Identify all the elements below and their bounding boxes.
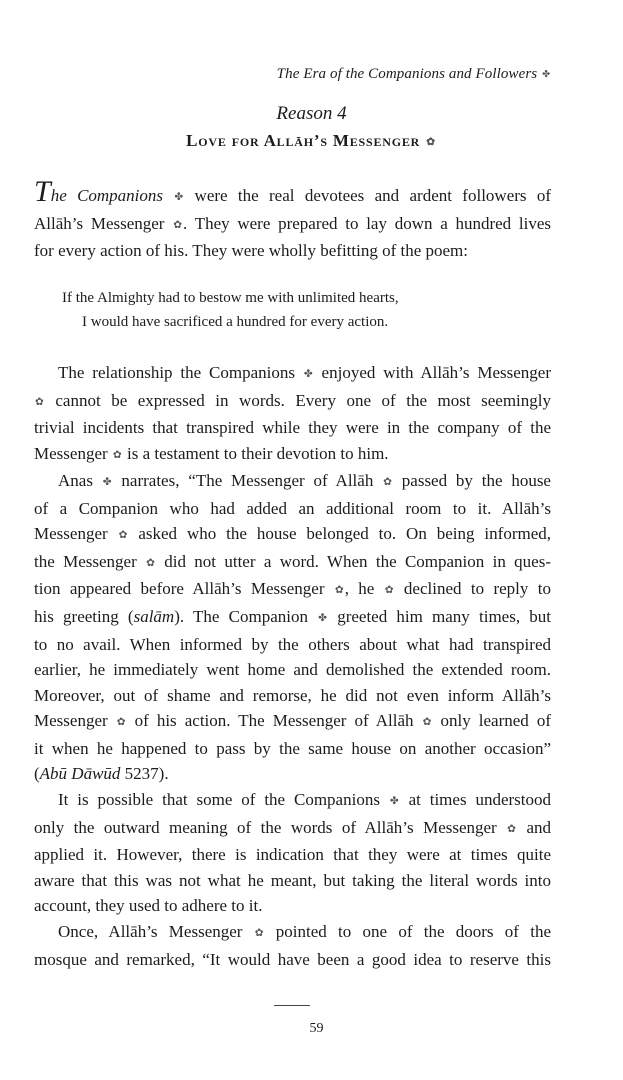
honorific-icon: ✿ xyxy=(383,477,392,489)
honorific-icon: ✤ xyxy=(542,70,550,81)
text-line: aware that this was not what he meant, but taking the literal words into xyxy=(34,870,551,890)
honorific-icon: ✤ xyxy=(303,368,313,380)
poem-line: If the Almighty had to bestow me with unlimited hearts, xyxy=(62,290,399,306)
citation-source: Abū Dāwūd xyxy=(39,764,121,784)
text-line: it when he happened to pass by the same house on another occasion” xyxy=(34,738,551,758)
text-line: to no avail. When informed by the others about what had transpired xyxy=(34,634,551,654)
footer-rule xyxy=(274,1005,310,1006)
honorific-icon: ✿ xyxy=(422,717,432,729)
text-line: The relationship the Companions ✤ enjoyed with Allāh’s Messenger xyxy=(34,360,551,388)
honorific-icon: ✿ xyxy=(112,449,122,461)
body-text xyxy=(34,360,551,972)
honorific-icon: ✿ xyxy=(384,585,394,597)
text-line: Allāh’s Messenger ✿. They were prepared to lay down a hundred lives xyxy=(34,211,551,239)
honorific-icon: ✿ xyxy=(118,530,128,542)
honorific-icon: ✤ xyxy=(318,612,327,624)
poem-line: I would have sacrificed a hundred for every action. xyxy=(82,314,389,330)
running-head-text: The Era of the Companions and Followers xyxy=(276,66,538,82)
running-head xyxy=(277,66,551,83)
text-line: account, they used to adhere to it. xyxy=(34,896,263,916)
text-line: Moreover, out of shame and remorse, he did not even inform Allāh’s xyxy=(34,685,551,705)
drop-cap: T xyxy=(34,175,51,208)
honorific-icon: ✿ xyxy=(507,823,516,835)
text-line: Messenger ✿ asked who the house belonged to. On being informed, xyxy=(34,521,551,549)
text-line: tion appeared before Allāh’s Messenger ✿, he ✿ declined to reply to xyxy=(34,576,551,604)
section-title-text: Love for Allāh’s Messenger xyxy=(186,131,421,150)
text-line: his greeting (salām). The Companion ✤ greeted him many times, but xyxy=(34,604,551,632)
text-line: earlier, he immediately went home and demolished the extended room. xyxy=(34,660,551,680)
text-line: only the outward meaning of the words of Allāh’s Messenger ✿ and xyxy=(34,815,551,843)
honorific-icon: ✤ xyxy=(389,796,399,808)
honorific-icon: ✿ xyxy=(426,136,436,148)
text-line: It is possible that some of the Companions ✤ at times understood xyxy=(34,787,551,815)
honorific-icon: ✿ xyxy=(116,717,126,729)
honorific-icon: ✿ xyxy=(146,557,155,569)
page-number: 59 xyxy=(309,1021,324,1036)
text-line: ✿ cannot be expressed in words. Every one of the most seemingly xyxy=(34,388,551,416)
text-line: mosque and remarked, “It would have been a good idea to reserve this xyxy=(34,949,551,969)
intro-paragraph xyxy=(34,175,552,264)
text-line: of a Companion who had added an additional room to it. Allāh’s xyxy=(34,498,551,518)
text-line: trivial incidents that transpired while they were in the company of the xyxy=(34,418,551,438)
text-line: Anas ✤ narrates, “The Messenger of Allāh ✿ passed by the house xyxy=(34,468,551,496)
honorific-icon: ✿ xyxy=(35,396,44,408)
text-line: Messenger ✿ of his action. The Messenger of Allāh ✿ only learned of xyxy=(34,708,551,736)
text-line: Once, Allāh’s Messenger ✿ pointed to one of the doors of the xyxy=(34,919,551,947)
honorific-icon: ✿ xyxy=(173,219,183,231)
poem-quote xyxy=(62,286,399,334)
honorific-icon: ✿ xyxy=(254,927,264,939)
text-line: for every action of his. They were wholly befitting of the poem: xyxy=(34,241,469,261)
honorific-icon: ✤ xyxy=(174,191,184,203)
text-line: Messenger ✿ is a testament to their devotion to him. xyxy=(34,441,551,469)
section-title xyxy=(0,131,623,151)
text-line: (Abū Dāwūd 5237). xyxy=(34,764,169,784)
text-line: the Messenger ✿ did not utter a word. When the Companion in ques- xyxy=(34,549,551,577)
text-line: The Companions ✤ were the real devotees and ardent followers of xyxy=(34,182,551,211)
text-line: applied it. However, there is indication that they were at times quite xyxy=(34,845,551,865)
honorific-icon: ✤ xyxy=(102,477,112,489)
honorific-icon: ✿ xyxy=(334,585,344,597)
section-label: Reason 4 xyxy=(276,103,347,124)
